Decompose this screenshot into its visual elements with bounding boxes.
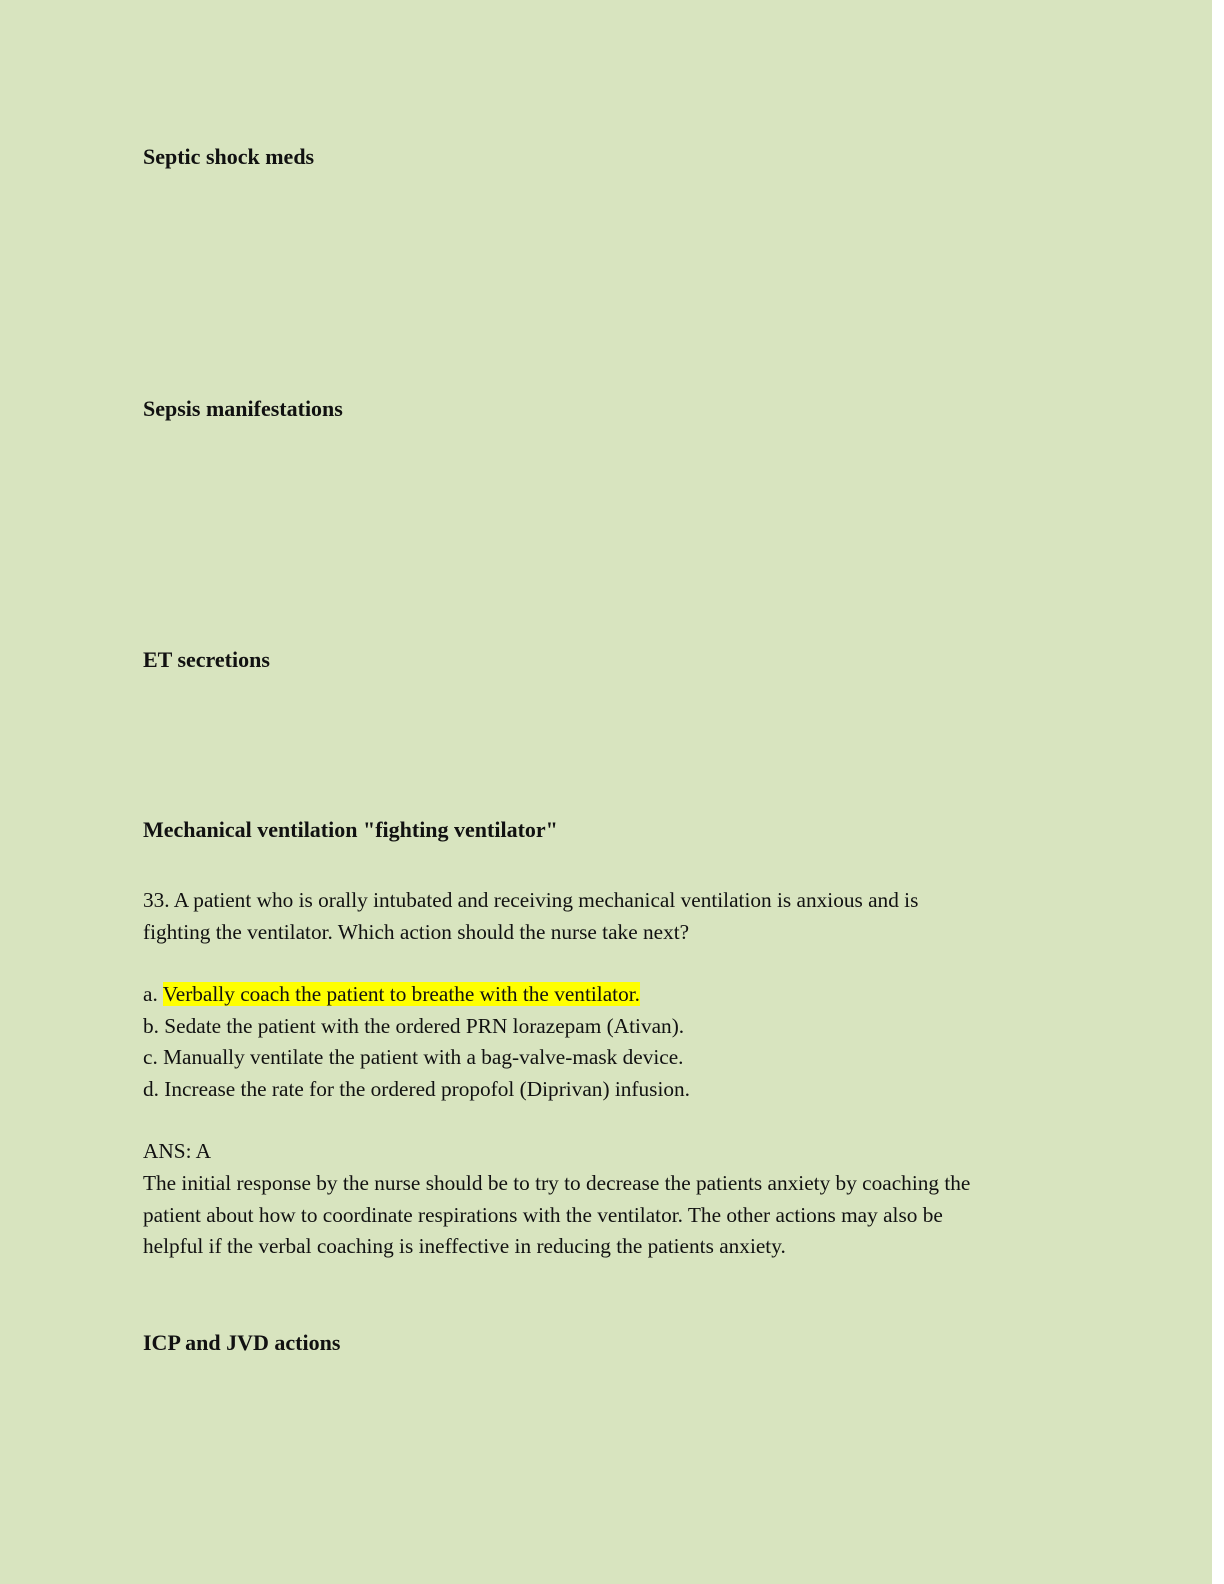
option-a xyxy=(143,981,640,1007)
option-d-text: Increase the rate for the ordered propofol (Diprivan) infusion. xyxy=(164,1077,691,1101)
option-b-prefix: b. xyxy=(143,1014,165,1038)
answer-label: ANS: A xyxy=(143,1139,212,1163)
option-b xyxy=(143,1013,684,1039)
rationale-line-3: helpful if the verbal coaching is ineffective in reducing the patients anxiety. xyxy=(143,1234,786,1258)
option-b-text: Sedate the patient with the ordered PRN lorazepam (Ativan). xyxy=(164,1014,685,1038)
option-a-highlighted-text: Verbally coach the patient to breathe with the ventilator. xyxy=(162,982,640,1006)
heading-et-secretions: ET secretions xyxy=(143,647,270,672)
rationale-line-2: patient about how to coordinate respirations with the ventilator. The other actions may also be xyxy=(143,1203,943,1227)
question-stem-line-1: 33. A patient who is orally intubated and receiving mechanical ventilation is anxious and is xyxy=(143,888,919,912)
heading-mechanical-ventilation: Mechanical ventilation "fighting ventilator" xyxy=(143,817,558,842)
question-stem-line-2: fighting the ventilator. Which action should the nurse take next? xyxy=(143,920,690,944)
page-edge xyxy=(1212,0,1224,1584)
heading-sepsis-manifestations: Sepsis manifestations xyxy=(143,396,343,421)
rationale-line-1: The initial response by the nurse should be to try to decrease the patients anxiety by coaching the xyxy=(143,1171,971,1195)
option-c xyxy=(143,1044,684,1070)
option-d xyxy=(143,1076,690,1102)
option-c-text: Manually ventilate the patient with a bag-valve-mask device. xyxy=(163,1045,684,1069)
heading-icp-jvd-actions: ICP and JVD actions xyxy=(143,1330,341,1355)
option-d-prefix: d. xyxy=(143,1077,165,1101)
heading-septic-shock-meds: Septic shock meds xyxy=(143,144,315,169)
option-c-prefix: c. xyxy=(143,1045,164,1069)
option-a-prefix: a. xyxy=(143,982,163,1006)
